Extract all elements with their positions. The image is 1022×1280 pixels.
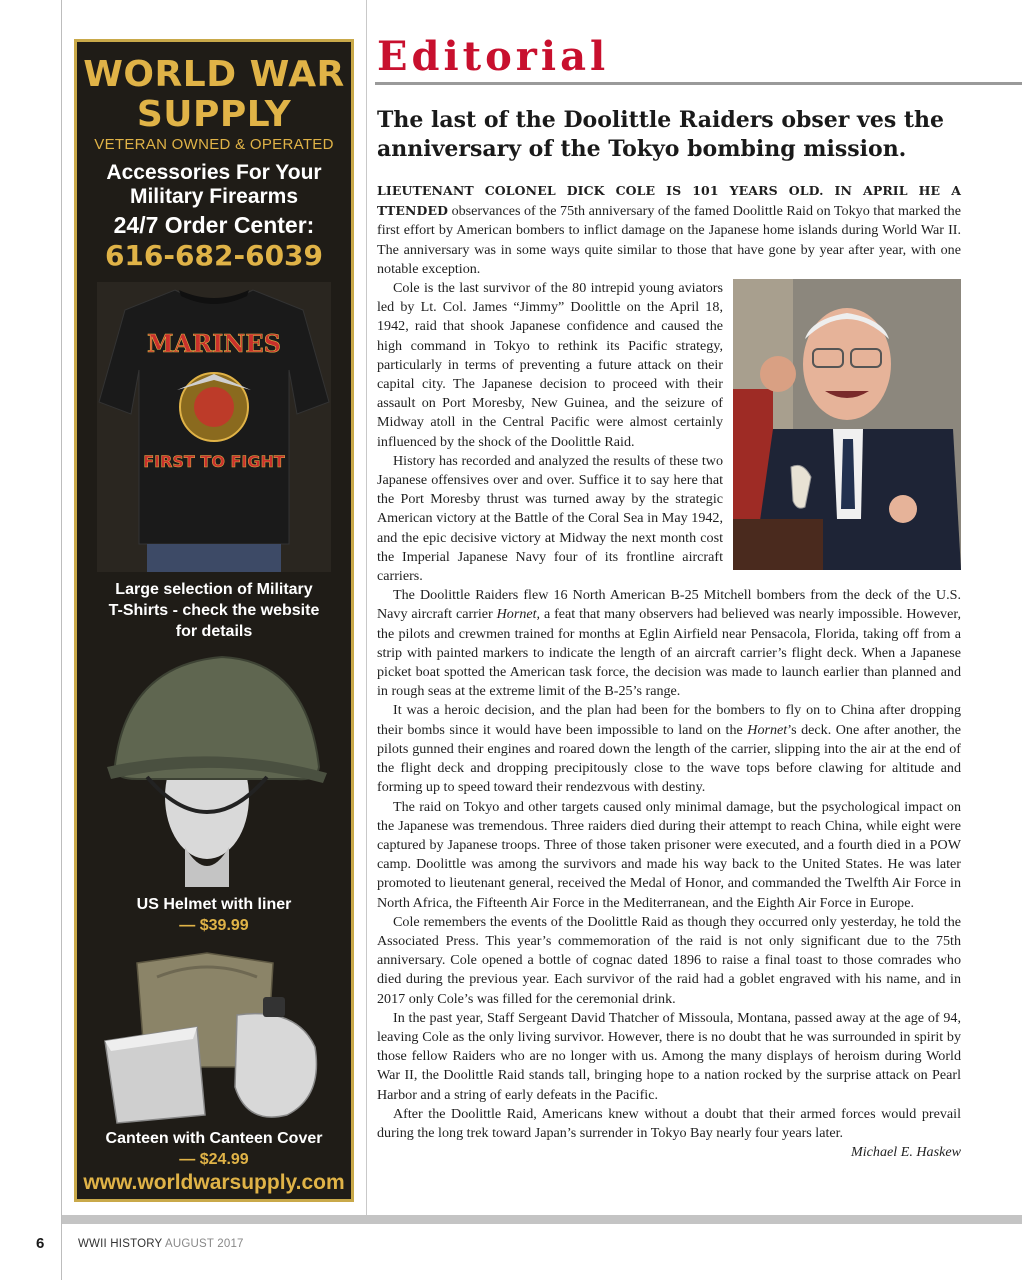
footer-bar: [62, 1215, 1022, 1224]
section-rule: [375, 82, 1022, 85]
paragraph-3: History has recorded and analyzed the results of these two Japanese offensives over and over. Suffice it to say here that the Port Moresby thrust was turned away by the strategic American victory at the Battle of the Coral Sea in May 1942, and the epic decisive victory at Midway the next month cost the Imperial Japanese Navy four of its frontline aircraft carriers.: [377, 452, 723, 585]
tshirt-caption-line1: Large selection of Military: [115, 581, 313, 598]
article-headline: The last of the Doolittle Raiders obser ves the anniversary of the Tokyo bombing mission.: [377, 107, 945, 162]
tshirt-caption-line3: for details: [175, 623, 253, 640]
footer-magazine: [78, 1238, 244, 1250]
article-lead-in: LIEUTENANT COLONEL DICK COLE IS 101 YEARS OLD. IN APRIL HE A TTENDED: [377, 183, 961, 219]
article-body: [377, 181, 961, 1162]
dick-cole-photo: [733, 279, 961, 570]
page-number: 6: [36, 1235, 45, 1252]
page-gutter-rule: [61, 0, 62, 1280]
canteen-caption-line1: Canteen with Canteen Cover: [105, 1130, 323, 1147]
magazine-name: WWII HISTORY: [78, 1238, 163, 1250]
paragraph-9: After the Doolittle Raid, Americans knew without a doubt that their armed forces would prevail during the long trek toward Japan’s surrender in Tokyo Bay nearly four years later.: [377, 1105, 961, 1141]
helmet-caption-line1: US Helmet with liner: [136, 896, 292, 913]
canteen-image: [97, 947, 331, 1127]
column-divider-rule: [366, 0, 367, 1215]
paragraph-4-text-a: The Doolittle Raiders flew 16 North American B-25 Mitchell bombers from the deck of the U.S. Navy aircraft carrier: [377, 587, 961, 623]
paragraph-5-text-a: It was a heroic decision, and the plan had been for the bombers to fly on to China after dropping their bombs since it would have been impossible to land on the: [377, 702, 961, 738]
ad-order-center: 24/7 Order Center:: [113, 212, 315, 238]
issue-date: AUGUST 2017: [164, 1238, 244, 1250]
shirt-first-to-fight-text: FIRST TO FIGHT: [143, 452, 285, 471]
ad-headline-line2: Military Firearms: [129, 185, 299, 208]
ad-website-link[interactable]: www.worldwarsupply.com: [83, 1171, 345, 1194]
hornet-italic: Hornet,: [496, 606, 541, 623]
paragraph-4: [377, 586, 961, 701]
shirt-marines-text: MARINES: [147, 329, 281, 358]
paragraph-8: In the past year, Staff Sergeant David Thatcher of Missoula, Montana, passed away at the age of 94, leaving Cole as the only living survivor. However, there is no doubt that he was surrounded in spirit by those fellow Raiders who are no longer with us. Among the many displays of heroism during World War II, the Doolittle Raid stands tall, bringing hope to a nation rocked by the surprise attack on Pearl Harbor and a string of early defeats in the Pacific.: [377, 1009, 961, 1103]
tshirt-caption-line2: T-Shirts - check the website: [108, 602, 320, 619]
ad-title-line1: WORLD WAR: [83, 54, 345, 95]
byline: Michael E. Haskew: [851, 1144, 961, 1161]
section-title: Editorial: [377, 33, 610, 80]
us-helmet-image: [97, 647, 331, 887]
paragraph-1-text: observances of the 75th anniversary of the famed Doolittle Raid on Tokyo that marked the first effort by American bombers to inflict damage on the Japanese home islands during World War II. The anniversary was in some ways quite similar to those that have gone by year after year, with one notable exception.: [377, 203, 961, 277]
ad-tagline: VETERAN OWNED & OPERATED: [94, 136, 334, 153]
canteen-price: — $24.99: [179, 1151, 249, 1168]
ad-headline-line1: Accessories For Your: [106, 161, 322, 184]
ad-title-line2: SUPPLY: [136, 94, 292, 135]
helmet-price: — $39.99: [179, 917, 249, 934]
paragraph-6: The raid on Tokyo and other targets caused only minimal damage, but the psychological impact on the Japanese was tremendous. Three raiders died during their attempt to reach China, while eight were captured by Japanese troops. Three of those taken prisoner were executed, and a fourth died in a POW camp. Doolittle was among the survivors and made his way back to the United States. He was later promoted to lieutenant general, received the Medal of Honor, and commanded the Twelfth Air Force in North Africa, the Fifteenth Air Force in the Mediterranean, and the Eighth Air Force in Europe.: [377, 798, 961, 911]
paragraph-5: [377, 701, 961, 797]
paragraph-5-text-b: ’s deck. One after another, the pilots gunned their engines and roared down the length of the carrier, slipping into the air at the end of the flight deck and dropping precipitously close to the wave tops before clawing for altitude and forming up to speed toward their rendezvous with destiny.: [377, 721, 961, 796]
paragraph-4-text-b: a feat that many observers had believed was nearly impossible. However, the pilots and crewmen trained for months at Eglin Airfield near Pensacola, Florida, taking off from a strip with painted markers to indicate the length of an aircraft carrier’s flight deck. When a Japanese picket boat spotted the American task force, the decision was made to launch earlier than planned and in rough seas at the extreme limit of the B-25’s range.: [377, 606, 961, 700]
paragraph-2: Cole is the last survivor of the 80 intrepid young aviators led by Lt. Col. James “Jimmy” Doolittle on the April 18, 1942, raid that shook Japanese confidence and caused the high command in Tokyo to rethink its Pacific strategy, particularly in terms of preventing a future attack on their capital city. The Japanese decision to proceed with their assault on Port Moresby, New Guinea, and the seizure of Midway atoll in the Central Pacific were almost certainly influenced by the shock of the Doolittle Raid.: [377, 280, 723, 450]
marines-tshirt-image: [97, 282, 331, 572]
ad-phone-number[interactable]: 616-682-6039: [104, 239, 324, 272]
world-war-supply-ad[interactable]: [74, 39, 354, 1202]
hornet-italic-2: Hornet: [747, 721, 788, 738]
paragraph-1: [377, 181, 961, 279]
paragraph-7: Cole remembers the events of the Doolittle Raid as though they occurred only yesterday, he told the Associated Press. This year’s commemoration of the raid is not only significant due to the 75th anniversary. Cole opened a bottle of cognac dated 1896 to raise a final toast to those comrades who died during the previous year. Each survivor of the raid had a goblet engraved with his name, and in 2017 only Cole’s was filled for the ceremonial drink.: [377, 913, 961, 1007]
